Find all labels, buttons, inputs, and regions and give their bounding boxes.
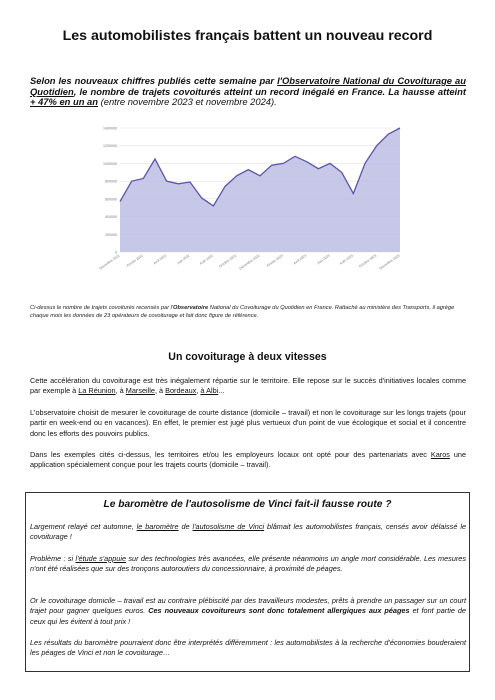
box-text: de	[178, 522, 193, 531]
x-tick-label: Février 2022	[126, 253, 144, 268]
y-tick-label: 800000	[105, 179, 117, 184]
link-barometre[interactable]: le baromètre	[136, 522, 179, 531]
box-paragraph-4: Les résultats du baromètre pourraient donc être interprétés différemment : les automobilistes à la recherche d'économies bouderaient les péages de Vinci et non le covoiturage…	[30, 638, 466, 658]
area-fill	[120, 128, 400, 252]
box-text: Problème : si	[30, 554, 76, 563]
body-text: ...	[218, 386, 225, 396]
body-text: une application spécialement conçue pour les trajets courts (domicile – travail).	[30, 450, 467, 470]
body-text: , à	[154, 386, 166, 396]
trips-chart	[88, 124, 414, 284]
lead-text: (entre novembre 2023 et novembre 2024).	[98, 96, 277, 108]
box-text: blâmait les automobilistes français, censés avoir délaissé le covoiturage !	[30, 522, 466, 542]
box-title: Le baromètre de l'autosolisme de Vinci fait-il fausse route ?	[103, 499, 392, 510]
box-text: Largement relayé cet automne,	[30, 522, 137, 531]
link-autosolisme-vinci[interactable]: l'autosolisme de Vinci	[192, 522, 265, 531]
observatoire-link[interactable]: l'Observatoire National du Covoiturage au Quotidien	[30, 75, 466, 97]
x-tick-label: Octobre 2023	[358, 253, 378, 269]
caption-emphasis: Observatoire	[173, 305, 209, 311]
y-tick-label: 0	[115, 250, 117, 255]
x-tick-label: Octobre 2022	[218, 253, 238, 269]
body-paragraph-1	[30, 376, 466, 397]
x-tick-label: Décembre 2021	[98, 253, 121, 271]
x-tick-label: Avril 2022	[152, 253, 168, 266]
box-text: Or le covoiturage domicile – travail est au contraire plébiscité par des travailleurs modestes, prêts à prendre un passager sur un court trajet pour gagner quelques euros.	[30, 596, 466, 616]
x-tick-label: Août 2022	[198, 253, 214, 266]
y-tick-label: 1000000	[103, 161, 117, 166]
chart-caption	[30, 304, 466, 320]
box-text: et font partie de ceux qui les évitent à tout prix !	[30, 606, 466, 626]
highlight-increase: + 47% en un an	[30, 96, 98, 108]
caption-text: Ci-dessus le nombre de trajets covoiturés recensés par l'	[30, 305, 174, 311]
body-paragraph-3	[30, 450, 466, 471]
body-paragraph-2: L'observatoire choisit de mesurer le covoiturage de courte distance (domicile – travail) et non le covoiturage sur les longs trajets (pour partir en week-end ou en vacances). En effet, le premier est jugé plus vertueux d'un point de vue écologique et social et il concentre donc les efforts des pouvoirs publics.	[30, 408, 466, 438]
lead-paragraph	[30, 76, 466, 108]
x-tick-label: Août 2023	[338, 253, 354, 266]
lead-text: , le nombre de trajets covoiturés atteint un record inégalé en France. La hausse atteint	[73, 85, 466, 97]
link-marseille[interactable]: Marseille	[125, 386, 155, 396]
x-tick-label: Décembre 2023	[378, 253, 401, 271]
link-la-reunion[interactable]: La Réunion	[78, 386, 116, 396]
x-tick-label: Février 2023	[266, 253, 284, 268]
chart-svg	[88, 124, 414, 284]
box-text: sur des technologies très avancées, elle présente néanmoins un angle mort considérable. Les mesures n'ont été réalisées que sur des tronçons autoroutiers du concessionnaire, à proximité de péages.	[30, 554, 467, 574]
box-paragraph-2	[30, 554, 466, 575]
y-tick-label: 200000	[105, 232, 117, 237]
link-bordeaux[interactable]: Bordeaux	[165, 386, 197, 396]
link-karos[interactable]: Karos	[430, 450, 450, 459]
body-text: , à	[115, 386, 126, 396]
y-tick-label: 600000	[105, 197, 117, 202]
x-tick-label: Juin 2022	[176, 253, 191, 266]
box-paragraph-1	[30, 522, 466, 543]
x-tick-label: Décembre 2022	[238, 253, 261, 271]
x-tick-label: Juin 2023	[316, 253, 331, 266]
link-etude[interactable]: l'étude s'appuie	[75, 554, 127, 563]
lead-text: Selon les nouveaux chiffres publiés cette semaine par	[30, 75, 278, 86]
y-tick-label: 400000	[105, 215, 117, 220]
section-title: Un covoiturage à deux vitesses	[168, 351, 327, 363]
page-title: Les automobilistes français battent un nouveau record	[62, 28, 433, 44]
box-emphasis: Ces nouveaux covoitureurs sont donc totalement allergiques aux péages	[148, 606, 410, 616]
body-text: ,	[196, 386, 201, 396]
y-tick-label: 1200000	[103, 144, 117, 149]
link-albi[interactable]: à Albi	[200, 386, 219, 396]
box-paragraph-3	[30, 596, 466, 627]
body-text: Dans les exemples cités ci-dessus, les territoires et/ou les employeurs locaux ont opté pour des partenariats avec	[30, 450, 431, 459]
x-tick-label: Avril 2023	[292, 253, 308, 266]
y-tick-label: 1400000	[103, 126, 117, 131]
body-text: Cette accélération du covoiturage est très inégalement répartie sur le territoire. Elle repose sur le succès d'initiatives locales comme par exemple à	[30, 376, 466, 396]
caption-text: National du Covoiturage du Quotidien en France. Rattaché au ministère des Transports, il agrège chaque mois les données de 23 opérateurs de covoiturage et fait donc figure de référence.	[30, 305, 455, 319]
